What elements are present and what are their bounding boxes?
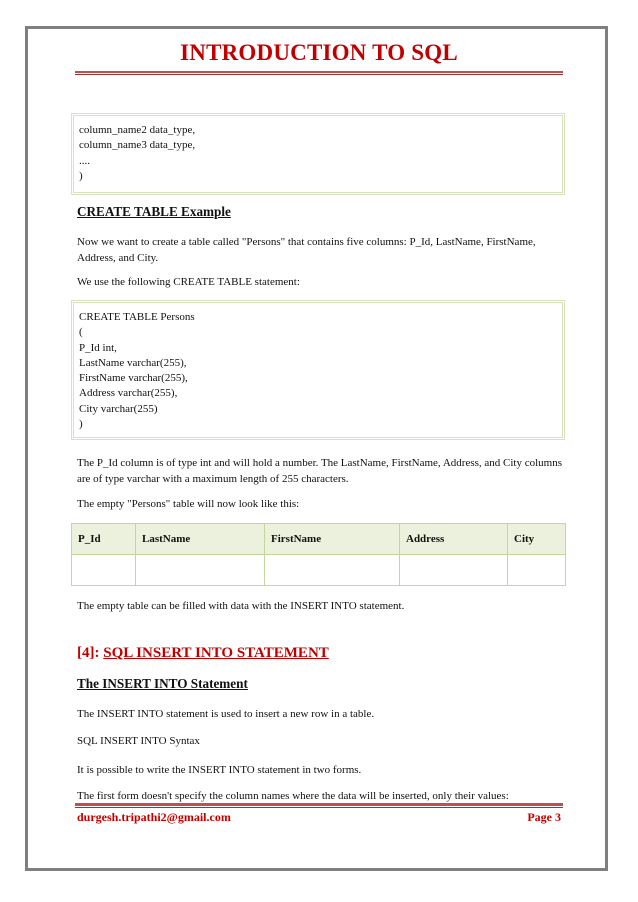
column-header: FirstName (265, 524, 400, 555)
table-header-row (72, 524, 566, 555)
code-line: column_name3 data_type, (79, 139, 196, 152)
footer-email: durgesh.tripathi2@gmail.com (77, 810, 231, 824)
column-header: Address (400, 524, 508, 555)
code-line: LastName varchar(255), (79, 356, 187, 369)
insert-paragraph-4: The first form doesn't specify the column names where the data will be inserted, only their values: (77, 790, 509, 802)
code-line: ) (79, 418, 83, 431)
code-line: column_name2 data_type, (79, 124, 196, 136)
section-number: [4]: (77, 645, 104, 661)
fill-note: The empty table can be filled with data with the INSERT INTO statement. (77, 600, 405, 612)
title-underline-thin (75, 74, 563, 75)
code-block-create-table (71, 300, 565, 440)
column-header: LastName (136, 524, 265, 555)
statement-intro: We use the following CREATE TABLE statement: (77, 276, 300, 288)
code-line: CREATE TABLE Persons (79, 311, 195, 323)
code-line: Address varchar(255), (79, 387, 178, 400)
explanation-paragraph: The P_Id column is of type int and will hold a number. The LastName, FirstName, Address, and City columns are of type varchar with a maximum length of 255 characters. (77, 457, 562, 485)
create-table-example-heading: CREATE TABLE Example (77, 204, 231, 219)
insert-paragraph-2: SQL INSERT INTO Syntax (77, 735, 200, 747)
persons-table (71, 523, 566, 586)
column-header: P_Id (72, 524, 136, 555)
empty-table-intro: The empty "Persons" table will now look like this: (77, 498, 300, 510)
insert-paragraph-3: It is possible to write the INSERT INTO statement in two forms. (77, 764, 362, 776)
insert-section-heading (77, 645, 329, 662)
table-row (72, 555, 566, 586)
footer-rule-thin (75, 807, 563, 808)
section-title: SQL INSERT INTO STATEMENT (103, 645, 329, 661)
insert-into-subheading: The INSERT INTO Statement (77, 676, 248, 691)
code-line: ) (79, 169, 83, 182)
intro-paragraph: Now we want to create a table called "Persons" that contains five columns: P_Id, LastName, FirstName, Address, and City. (77, 236, 536, 264)
insert-paragraph-1: The INSERT INTO statement is used to insert a new row in a table. (77, 708, 375, 720)
code-line: FirstName varchar(255), (79, 372, 188, 385)
code-block-columns (71, 113, 565, 195)
column-header: City (508, 524, 566, 555)
code-line: .... (79, 154, 90, 167)
table-cell (508, 555, 566, 586)
page-title: INTRODUCTION TO SQL (180, 40, 458, 65)
code-line: ( (79, 326, 83, 339)
table-cell (136, 555, 265, 586)
table-cell (72, 555, 136, 586)
table-cell (400, 555, 508, 586)
table-cell (265, 555, 400, 586)
code-line: City varchar(255) (79, 402, 158, 415)
footer-page-number: Page 3 (527, 810, 561, 824)
code-line: P_Id int, (79, 341, 117, 354)
footer-rule (75, 803, 563, 806)
title-underline (75, 71, 563, 73)
